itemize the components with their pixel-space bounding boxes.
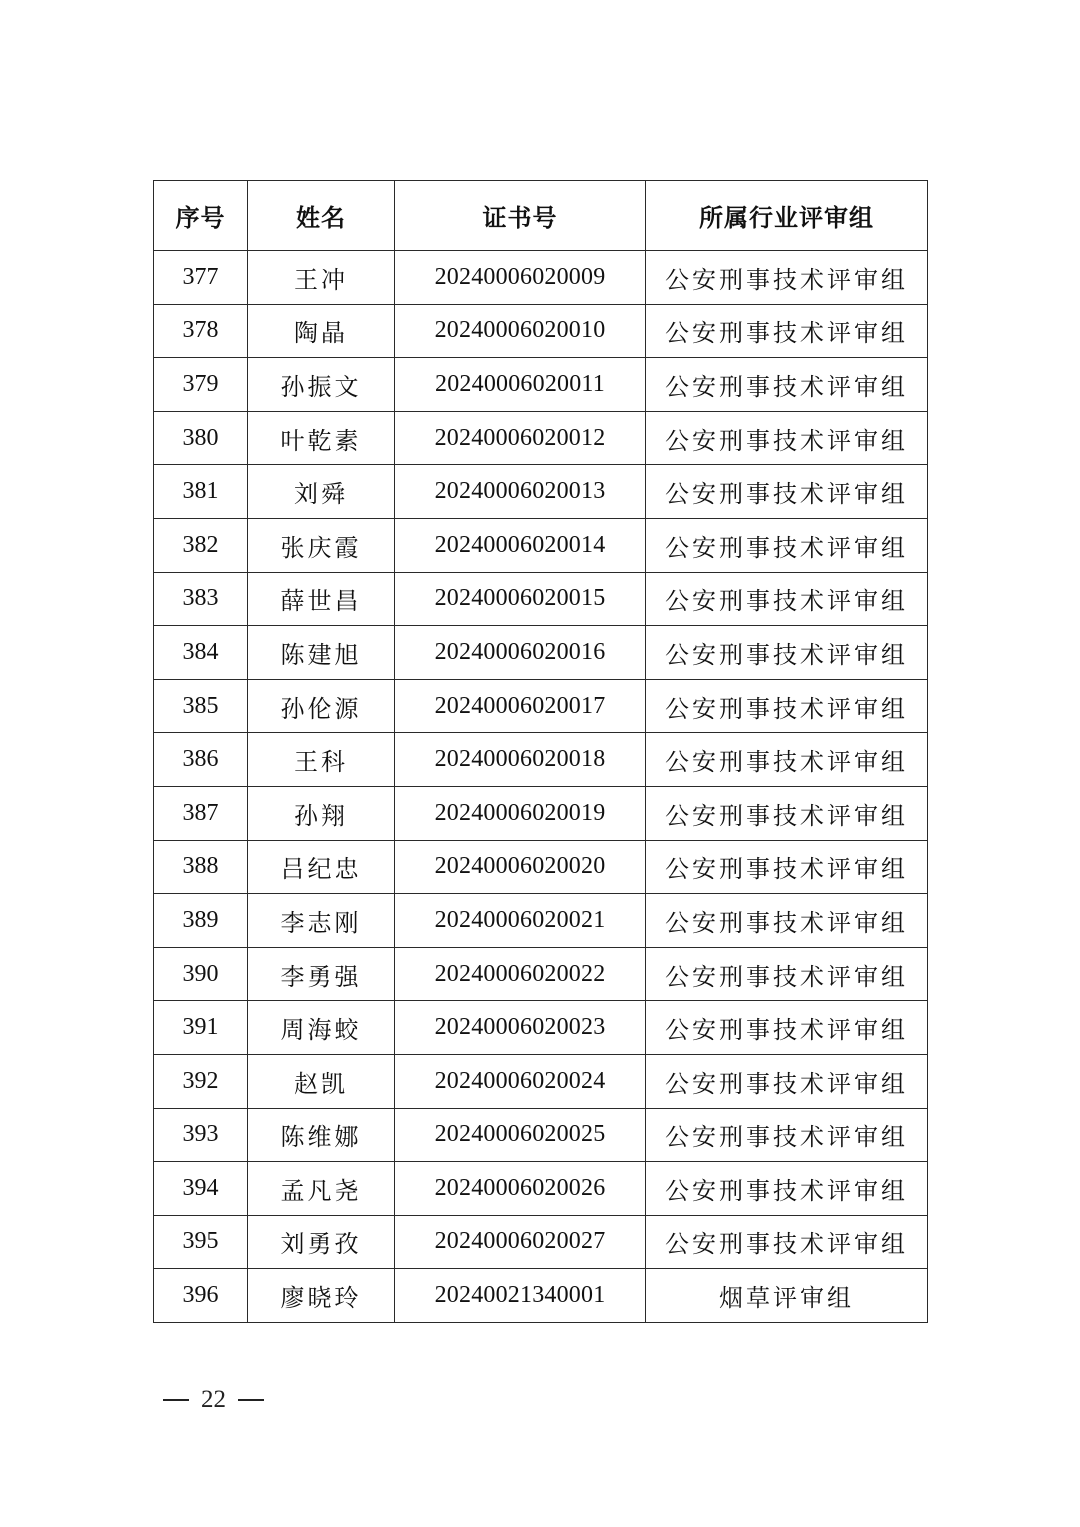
serial-number-cell: 389 [154,894,248,948]
certificate-number-cell: 20240006020011 [395,358,646,412]
review-group-cell: 公安刑事技术评审组 [646,518,928,572]
certificate-number-cell: 20240006020022 [395,947,646,1001]
review-group-cell: 公安刑事技术评审组 [646,786,928,840]
name-cell: 叶乾素 [248,411,395,465]
name-cell: 孙翔 [248,786,395,840]
table-body [154,251,928,1323]
table-row [154,1162,928,1216]
review-group-cell: 公安刑事技术评审组 [646,358,928,412]
page-number-dash-right [238,1399,264,1401]
page-number-value: 22 [201,1386,226,1413]
serial-number-cell: 388 [154,840,248,894]
table-row [154,518,928,572]
certificate-number-cell: 20240006020012 [395,411,646,465]
name-cell: 刘舜 [248,465,395,519]
table-row [154,358,928,412]
table-row [154,411,928,465]
serial-number-cell: 386 [154,733,248,787]
certificate-number-cell: 20240006020015 [395,572,646,626]
certificate-number-cell: 20240006020027 [395,1215,646,1269]
name-cell: 吕纪忠 [248,840,395,894]
header-serial-number: 序号 [154,181,248,251]
certificate-number-cell: 20240006020020 [395,840,646,894]
certificate-number-cell: 20240006020026 [395,1162,646,1216]
review-group-cell: 公安刑事技术评审组 [646,894,928,948]
table-row [154,304,928,358]
serial-number-cell: 393 [154,1108,248,1162]
name-cell: 张庆霞 [248,518,395,572]
name-cell: 孙振文 [248,358,395,412]
table-row [154,1269,928,1323]
review-group-cell: 公安刑事技术评审组 [646,411,928,465]
certificate-number-cell: 20240006020021 [395,894,646,948]
certificate-number-cell: 20240006020024 [395,1054,646,1108]
name-cell: 王冲 [248,251,395,305]
name-cell: 周海蛟 [248,1001,395,1055]
name-cell: 孙伦源 [248,679,395,733]
certificate-number-cell: 20240006020023 [395,1001,646,1055]
name-cell: 赵凯 [248,1054,395,1108]
certificate-number-cell: 20240006020009 [395,251,646,305]
serial-number-cell: 387 [154,786,248,840]
certificate-number-cell: 20240006020013 [395,465,646,519]
serial-number-cell: 378 [154,304,248,358]
table-row [154,1108,928,1162]
serial-number-cell: 382 [154,518,248,572]
review-group-cell: 公安刑事技术评审组 [646,1215,928,1269]
review-group-cell: 公安刑事技术评审组 [646,947,928,1001]
name-cell: 刘勇孜 [248,1215,395,1269]
review-group-cell: 公安刑事技术评审组 [646,304,928,358]
name-cell: 廖晓玲 [248,1269,395,1323]
review-group-cell: 公安刑事技术评审组 [646,1162,928,1216]
review-group-cell: 公安刑事技术评审组 [646,572,928,626]
header-name: 姓名 [248,181,395,251]
table-row [154,251,928,305]
table-row [154,840,928,894]
review-group-cell: 公安刑事技术评审组 [646,465,928,519]
serial-number-cell: 379 [154,358,248,412]
serial-number-cell: 380 [154,411,248,465]
review-group-cell: 公安刑事技术评审组 [646,1108,928,1162]
table-row [154,894,928,948]
serial-number-cell: 385 [154,679,248,733]
table-row [154,465,928,519]
review-group-cell: 公安刑事技术评审组 [646,251,928,305]
serial-number-cell: 377 [154,251,248,305]
page-number [163,1386,264,1414]
serial-number-cell: 390 [154,947,248,1001]
table-row [154,1215,928,1269]
certificate-number-cell: 20240006020017 [395,679,646,733]
page-number-dash-left [163,1399,189,1401]
serial-number-cell: 395 [154,1215,248,1269]
certificate-number-cell: 20240006020014 [395,518,646,572]
name-cell: 薛世昌 [248,572,395,626]
serial-number-cell: 396 [154,1269,248,1323]
table-row [154,786,928,840]
table-row [154,1054,928,1108]
table-row [154,572,928,626]
name-cell: 孟凡尧 [248,1162,395,1216]
name-cell: 陈建旭 [248,626,395,680]
review-group-cell: 烟草评审组 [646,1269,928,1323]
name-cell: 陈维娜 [248,1108,395,1162]
table-row [154,626,928,680]
review-group-cell: 公安刑事技术评审组 [646,1054,928,1108]
serial-number-cell: 394 [154,1162,248,1216]
name-cell: 李志刚 [248,894,395,948]
review-group-cell: 公安刑事技术评审组 [646,733,928,787]
table-row [154,679,928,733]
review-group-cell: 公安刑事技术评审组 [646,840,928,894]
table-row [154,947,928,1001]
certificate-roster-table [153,180,928,1323]
review-group-cell: 公安刑事技术评审组 [646,1001,928,1055]
certificate-number-cell: 20240006020016 [395,626,646,680]
certificate-number-cell: 20240006020018 [395,733,646,787]
serial-number-cell: 383 [154,572,248,626]
certificate-number-cell: 20240006020019 [395,786,646,840]
table-row [154,1001,928,1055]
serial-number-cell: 392 [154,1054,248,1108]
review-group-cell: 公安刑事技术评审组 [646,626,928,680]
serial-number-cell: 391 [154,1001,248,1055]
certificate-number-cell: 20240006020010 [395,304,646,358]
header-review-group: 所属行业评审组 [646,181,928,251]
review-group-cell: 公安刑事技术评审组 [646,679,928,733]
table-header-row [154,181,928,251]
name-cell: 王科 [248,733,395,787]
name-cell: 李勇强 [248,947,395,1001]
serial-number-cell: 381 [154,465,248,519]
certificate-number-cell: 20240006020025 [395,1108,646,1162]
certificate-number-cell: 20240021340001 [395,1269,646,1323]
header-certificate-number: 证书号 [395,181,646,251]
table-row [154,733,928,787]
serial-number-cell: 384 [154,626,248,680]
name-cell: 陶晶 [248,304,395,358]
